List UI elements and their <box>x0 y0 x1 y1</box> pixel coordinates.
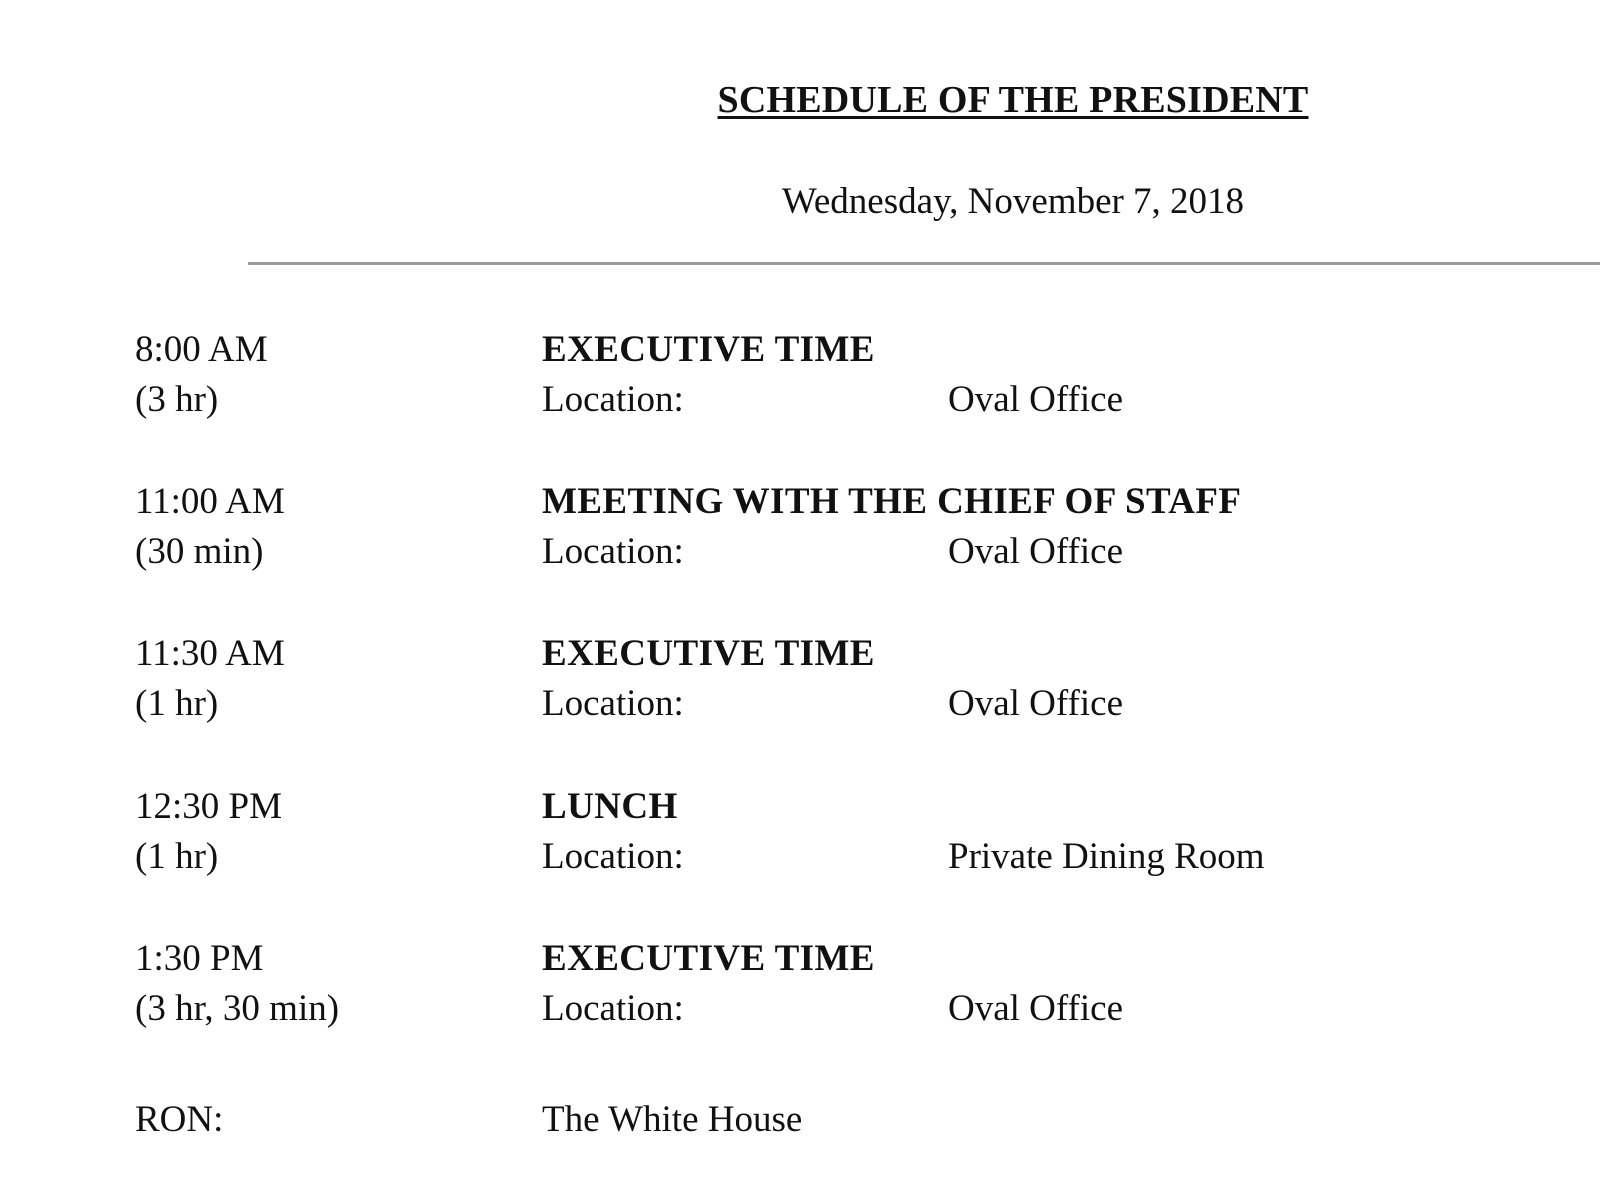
ron-value: The White House <box>542 1099 803 1140</box>
schedule-entry <box>0 325 1600 435</box>
entry-location-label: Location: <box>542 988 684 1029</box>
schedule-date: Wednesday, November 7, 2018 <box>781 181 1245 222</box>
entry-location-label: Location: <box>542 836 684 877</box>
entry-time: 12:30 PM <box>135 786 283 827</box>
entry-title: EXECUTIVE TIME <box>542 329 875 370</box>
schedule-entry <box>0 629 1600 739</box>
entry-duration: (3 hr, 30 min) <box>135 988 340 1029</box>
entry-location-label: Location: <box>542 379 684 420</box>
entry-time: 11:00 AM <box>135 481 285 522</box>
schedule-entry <box>0 934 1600 1044</box>
entry-location: Oval Office <box>948 683 1123 724</box>
entry-duration: (1 hr) <box>135 683 219 724</box>
entry-location-label: Location: <box>542 683 684 724</box>
entry-title: EXECUTIVE TIME <box>542 633 875 674</box>
schedule-entry <box>0 782 1600 892</box>
entry-time: 8:00 AM <box>135 329 268 370</box>
entry-duration: (3 hr) <box>135 379 219 420</box>
entry-title: LUNCH <box>542 786 678 827</box>
entry-location: Oval Office <box>948 379 1123 420</box>
header-divider <box>248 262 1600 265</box>
entry-time: 11:30 AM <box>135 633 285 674</box>
entry-title: EXECUTIVE TIME <box>542 938 875 979</box>
entry-title: MEETING WITH THE CHIEF OF STAFF <box>542 481 1242 522</box>
entry-time: 1:30 PM <box>135 938 264 979</box>
ron-label: RON: <box>135 1099 224 1140</box>
ron-row <box>0 1095 1600 1145</box>
entry-location-label: Location: <box>542 531 684 572</box>
entry-location: Oval Office <box>948 531 1123 572</box>
entry-duration: (30 min) <box>135 531 264 572</box>
entry-location: Oval Office <box>948 988 1123 1029</box>
schedule-entry <box>0 477 1600 587</box>
document-title: SCHEDULE OF THE PRESIDENT <box>717 79 1309 121</box>
entry-duration: (1 hr) <box>135 836 219 877</box>
entry-location: Private Dining Room <box>948 836 1265 877</box>
